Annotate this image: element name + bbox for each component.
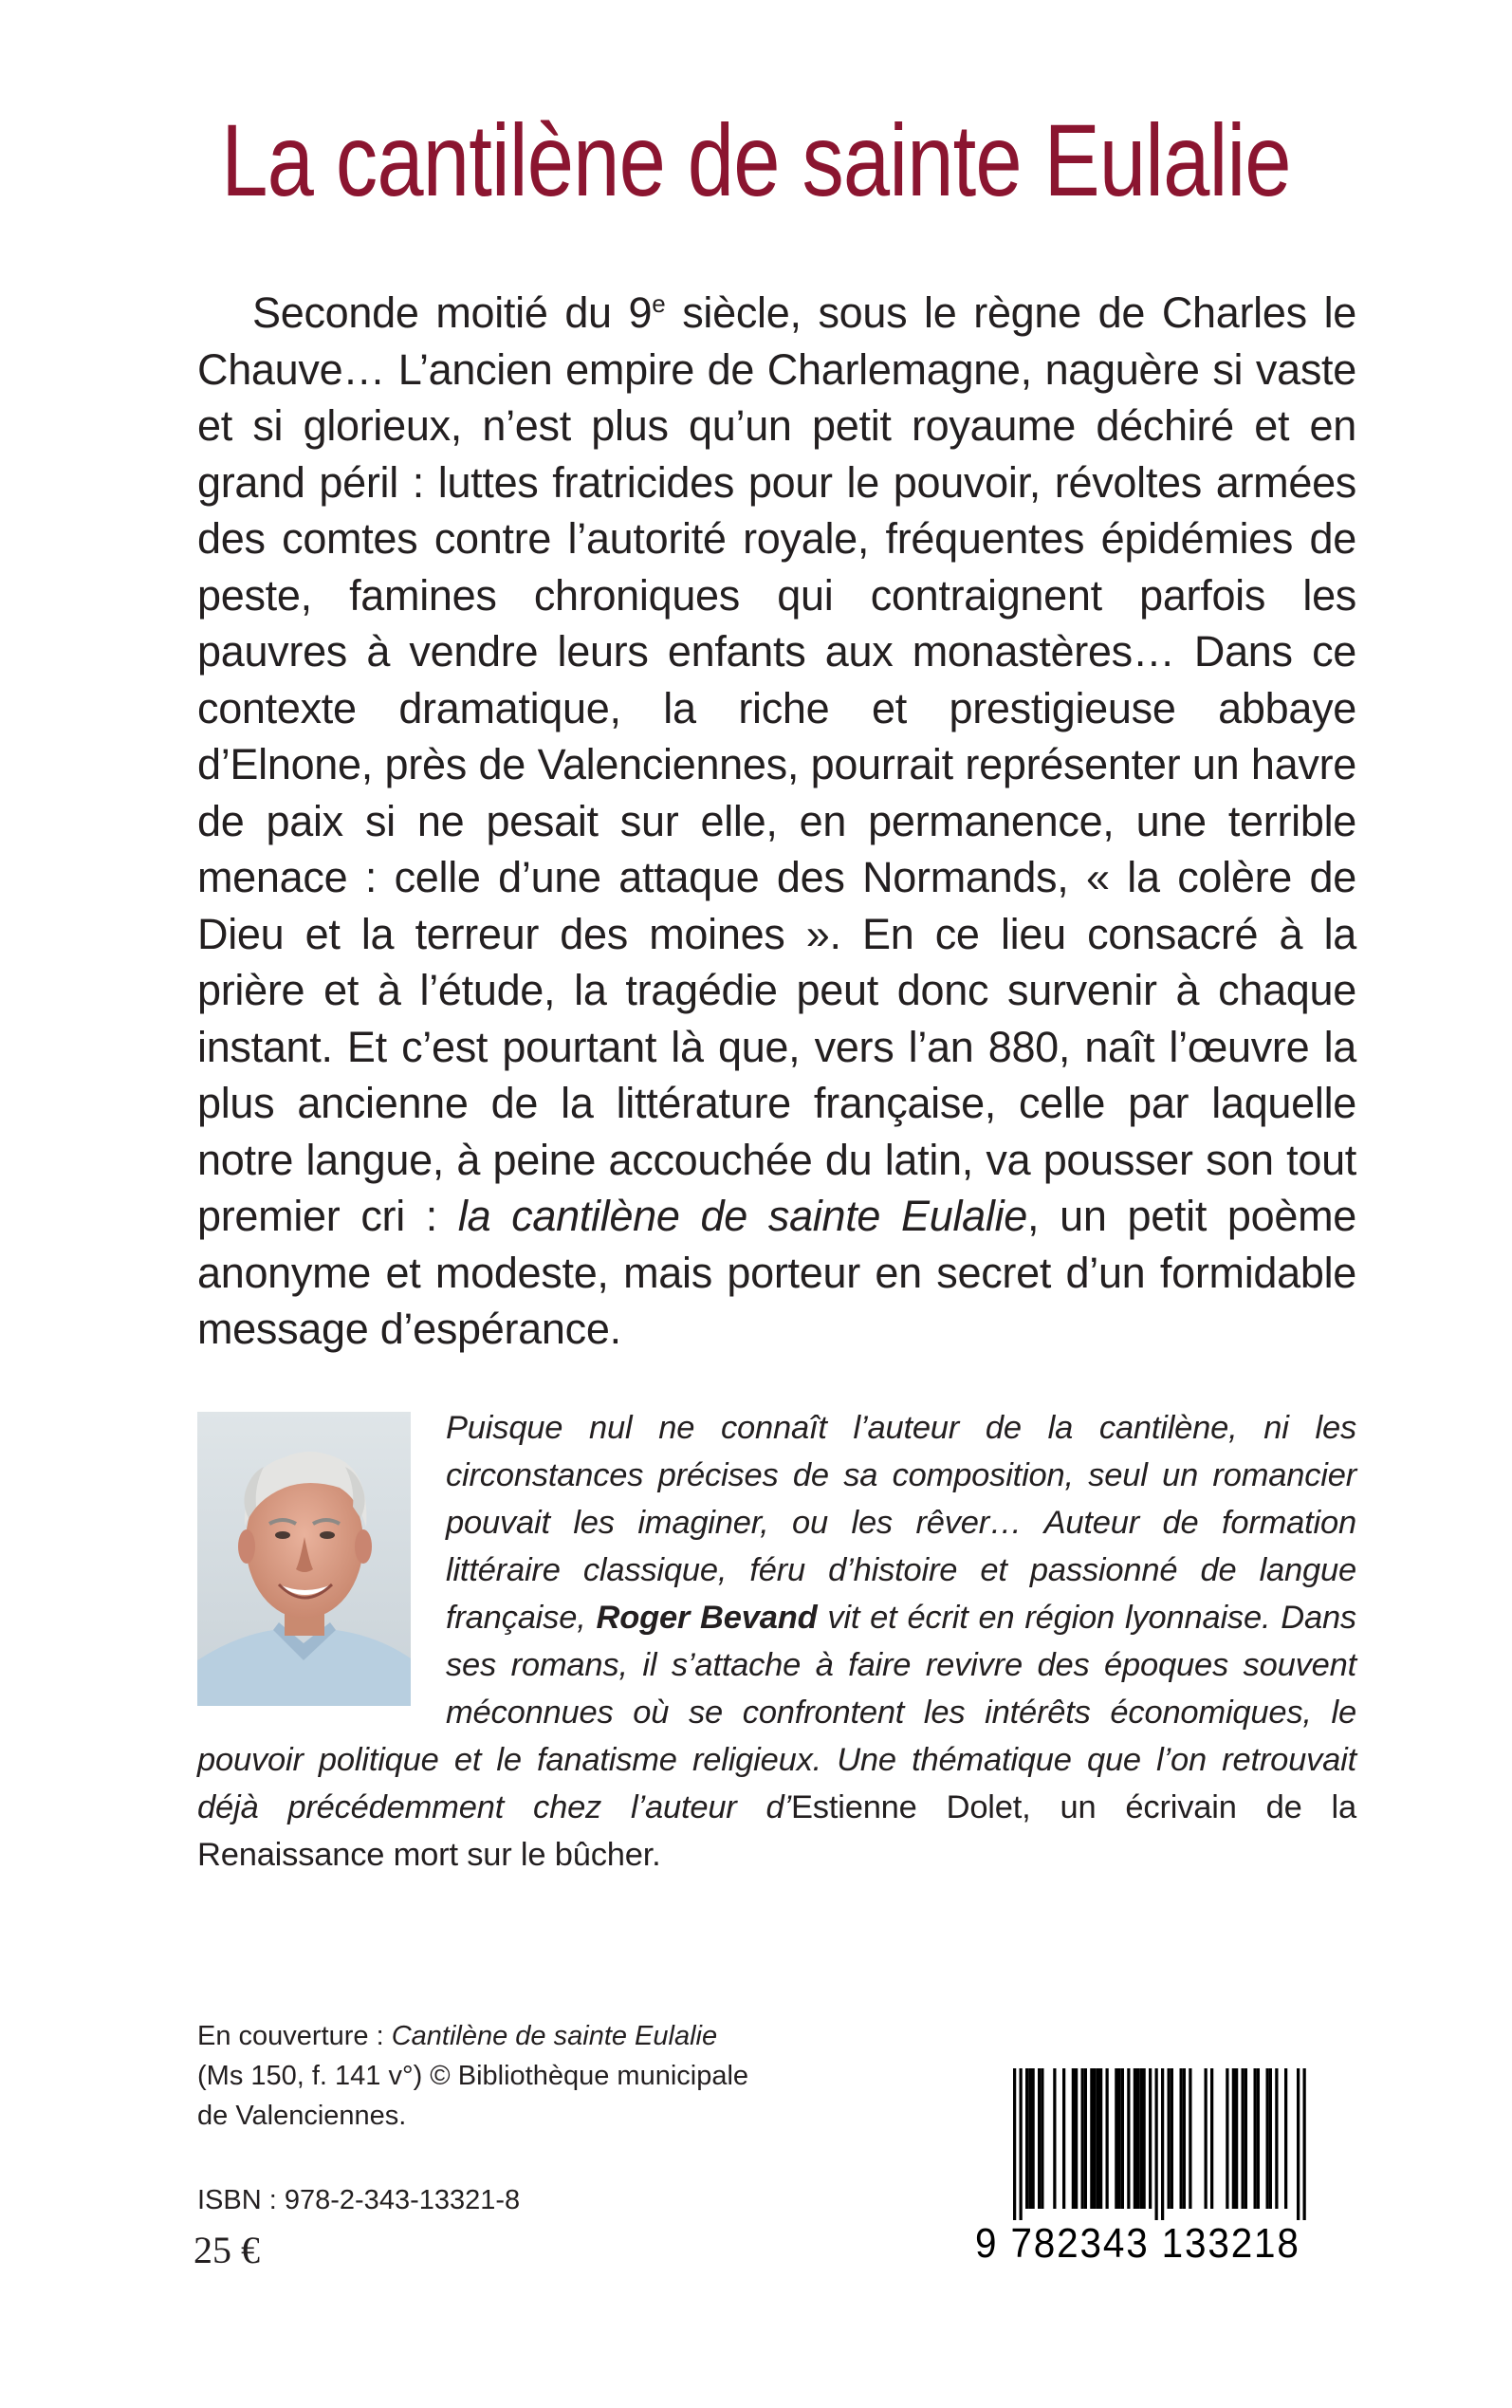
barcode-bar bbox=[1041, 2068, 1043, 2209]
barcode-bar bbox=[1242, 2068, 1245, 2209]
barcode-bar bbox=[1094, 2068, 1097, 2209]
barcode-bar bbox=[1032, 2068, 1035, 2209]
barcode-bar bbox=[1084, 2068, 1087, 2209]
barcode-bar bbox=[1149, 2068, 1152, 2209]
barcode-bar bbox=[1127, 2068, 1130, 2209]
blurb-text-middle: siècle, sous le règne de Charles le Chauve… L’ancien empire de Charlemagne, naguère si vaste et si glorieux, n’est plus qu’un petit royaume déchiré et en grand péril : luttes fratricides pour le pouvoir, révoltes armées des comtes contre l’autorité royale, fréquentes épidémies de peste, famines chroniques qui contraignent parfois les pauvres à vendre leurs enfants aux monastères… Dans ce contexte dramatique, la riche et prestigieuse abbaye d’Elnone, près de Valenciennes, pourrait représenter un havre de paix si ne pesait sur elle, en permanence, une terrible menace : celle d’une attaque des Normands, « la colère de Dieu et la terreur des moines ». En ce lieu consacré à la prière et à l’étude, la tragédie peut donc survenir à chaque instant. Et c’est pourtant là que, vers l’an 880, naît l’œuvre la plus ancienne de la littérature française, celle par laquelle notre langue, à peine accouchée du latin, va pousser son tout premier cri : bbox=[197, 288, 1356, 1240]
barcode-bar bbox=[1099, 2068, 1102, 2209]
author-name: Roger Bevand bbox=[596, 1600, 818, 1636]
barcode-bar bbox=[1097, 2068, 1099, 2209]
barcode-bar bbox=[1155, 2068, 1158, 2220]
barcode-bar bbox=[1106, 2068, 1109, 2209]
credits-library: de Valenciennes. bbox=[197, 2101, 407, 2131]
barcode-bar bbox=[1134, 2068, 1136, 2209]
barcode-bar bbox=[1266, 2068, 1269, 2209]
barcode-bar bbox=[1025, 2068, 1028, 2209]
barcode-bar bbox=[1121, 2068, 1124, 2209]
blurb-italic-title: la cantilène de sainte Eulalie bbox=[457, 1192, 1028, 1240]
barcode-bar bbox=[1245, 2068, 1247, 2209]
barcode-bar bbox=[1183, 2068, 1186, 2209]
barcode-bar bbox=[1013, 2068, 1016, 2220]
barcode-bar bbox=[1118, 2068, 1121, 2209]
credits-prefix: En couverture : bbox=[197, 2021, 392, 2051]
barcode-bar bbox=[1020, 2068, 1023, 2220]
barcode-bar bbox=[1254, 2068, 1257, 2209]
blurb-paragraph bbox=[197, 285, 1356, 1358]
barcode-bar bbox=[1072, 2068, 1075, 2209]
barcode-bar bbox=[1205, 2068, 1208, 2209]
credits-manuscript: (Ms 150, f. 141 v°) © Bibliothèque municipale bbox=[197, 2061, 749, 2091]
cover-credits bbox=[197, 2016, 861, 2136]
author-bio-middle: vit et écrit en région lyonnaise. Dans ses romans, il s’attache à faire revivre des époques souvent méconnues où se confrontent les intérêts économiques, le pouvoir politique et le fanatisme religieux. Une thématique que l’on retrouvait déjà précédemment chez l’auteur d’ bbox=[197, 1600, 1356, 1825]
author-photo bbox=[197, 1412, 411, 1706]
barcode-bar bbox=[1235, 2068, 1238, 2209]
barcode-bar bbox=[1038, 2068, 1041, 2209]
barcode-bar bbox=[1143, 2068, 1146, 2209]
barcode-bars bbox=[975, 2068, 1355, 2220]
barcode-bar bbox=[1075, 2068, 1078, 2209]
barcode-bar bbox=[1136, 2068, 1139, 2209]
isbn: ISBN : 978-2-343-13321-8 bbox=[197, 2185, 521, 2215]
author-portrait-image bbox=[197, 1412, 411, 1706]
blurb-text-end: , un petit poème anonyme et modeste, mais porteur en secret d’un formidable message d’espérance. bbox=[197, 1192, 1357, 1353]
price: 25 € bbox=[194, 2229, 260, 2271]
barcode-bar bbox=[1232, 2068, 1235, 2209]
blurb-text-start: Seconde moitié du 9 bbox=[252, 288, 653, 337]
barcode-bar bbox=[1115, 2068, 1117, 2209]
barcode-bar bbox=[1139, 2068, 1142, 2209]
previous-book-title: Estienne Dolet bbox=[791, 1789, 1023, 1825]
barcode-bar bbox=[1189, 2068, 1191, 2209]
author-bio-end: , un écrivain de la Renaissance mort sur le bûcher. bbox=[197, 1789, 1356, 1873]
barcode-digits: 9 782343 133218 bbox=[975, 2220, 1300, 2267]
credits-work-title: Cantilène de sainte Eulalie bbox=[391, 2021, 718, 2051]
barcode-bar bbox=[1257, 2068, 1260, 2209]
barcode-bar bbox=[1168, 2068, 1171, 2209]
barcode-bar bbox=[1226, 2068, 1228, 2209]
barcode-bar bbox=[1180, 2068, 1183, 2209]
barcode-bar bbox=[1210, 2068, 1213, 2209]
barcode-bar bbox=[1028, 2068, 1031, 2209]
barcode-bar bbox=[1297, 2068, 1300, 2220]
barcode-bar bbox=[1161, 2068, 1164, 2220]
barcode-bar bbox=[1081, 2068, 1084, 2209]
barcode-bar bbox=[1284, 2068, 1287, 2209]
barcode-bar bbox=[1062, 2068, 1065, 2209]
barcode-bar bbox=[1090, 2068, 1093, 2209]
barcode-bar bbox=[1303, 2068, 1306, 2220]
book-title: La cantilène de sainte Eulalie bbox=[221, 102, 1291, 217]
barcode-bar bbox=[1053, 2068, 1056, 2209]
barcode-bar bbox=[1269, 2068, 1272, 2209]
century-superscript: e bbox=[652, 289, 666, 318]
barcode-bar bbox=[1171, 2068, 1173, 2209]
barcode-bar bbox=[1275, 2068, 1278, 2209]
author-bio-start: Puisque nul ne connaît l’auteur de la cantilène, ni les circonstances précises de sa composition, seul un romancier pouvait les imaginer, ou les rêver… Auteur de formation littéraire classique, féru d’histoire et passionné de langue française, bbox=[446, 1410, 1356, 1636]
